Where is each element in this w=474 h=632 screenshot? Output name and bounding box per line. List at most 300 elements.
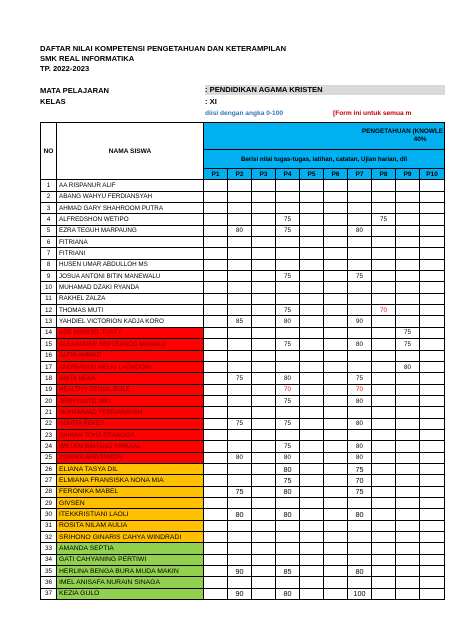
score-cell-p8[interactable] — [372, 316, 396, 327]
score-cell-p9[interactable] — [396, 554, 420, 565]
score-cell-p1[interactable] — [204, 350, 228, 361]
score-cell-p9[interactable] — [396, 316, 420, 327]
score-cell-p1[interactable] — [204, 293, 228, 304]
score-cell-p2[interactable]: 90 — [228, 566, 252, 577]
score-cell-p5[interactable] — [300, 180, 324, 191]
score-cell-p7[interactable] — [348, 497, 372, 508]
score-cell-p4[interactable]: 80 — [276, 373, 300, 384]
score-cell-p6[interactable] — [324, 441, 348, 452]
score-cell-p9[interactable] — [396, 407, 420, 418]
score-cell-p7[interactable] — [348, 214, 372, 225]
score-cell-p4[interactable] — [276, 180, 300, 191]
score-cell-p10[interactable] — [420, 577, 445, 588]
score-cell-p7[interactable] — [348, 361, 372, 372]
score-cell-p6[interactable] — [324, 532, 348, 543]
score-cell-p10[interactable] — [420, 373, 445, 384]
score-cell-p4[interactable] — [276, 429, 300, 440]
score-cell-p4[interactable] — [276, 520, 300, 531]
score-cell-p4[interactable]: 75 — [276, 418, 300, 429]
score-cell-p9[interactable] — [396, 486, 420, 497]
score-cell-p7[interactable] — [348, 180, 372, 191]
score-cell-p10[interactable] — [420, 225, 445, 236]
score-cell-p4[interactable] — [276, 497, 300, 508]
score-cell-p9[interactable] — [396, 248, 420, 259]
score-cell-p5[interactable] — [300, 384, 324, 395]
score-cell-p2[interactable]: 80 — [228, 225, 252, 236]
score-cell-p1[interactable] — [204, 271, 228, 282]
score-cell-p7[interactable] — [348, 532, 372, 543]
score-cell-p7[interactable]: 90 — [348, 316, 372, 327]
score-cell-p2[interactable]: 80 — [228, 509, 252, 520]
score-cell-p4[interactable] — [276, 407, 300, 418]
score-cell-p10[interactable] — [420, 418, 445, 429]
score-cell-p6[interactable] — [324, 577, 348, 588]
score-cell-p5[interactable] — [300, 282, 324, 293]
score-cell-p1[interactable] — [204, 305, 228, 316]
score-cell-p2[interactable] — [228, 520, 252, 531]
score-cell-p5[interactable] — [300, 588, 324, 599]
score-cell-p9[interactable] — [396, 305, 420, 316]
score-cell-p6[interactable] — [324, 191, 348, 202]
score-cell-p6[interactable] — [324, 543, 348, 554]
score-cell-p9[interactable] — [396, 520, 420, 531]
score-cell-p1[interactable] — [204, 339, 228, 350]
score-cell-p1[interactable] — [204, 554, 228, 565]
score-cell-p4[interactable] — [276, 237, 300, 248]
score-cell-p8[interactable]: 70 — [372, 305, 396, 316]
score-cell-p1[interactable] — [204, 520, 228, 531]
score-cell-p6[interactable] — [324, 237, 348, 248]
score-cell-p4[interactable] — [276, 350, 300, 361]
score-cell-p2[interactable]: 90 — [228, 588, 252, 599]
score-cell-p5[interactable] — [300, 316, 324, 327]
score-cell-p8[interactable] — [372, 293, 396, 304]
score-cell-p7[interactable]: 80 — [348, 339, 372, 350]
score-cell-p3[interactable] — [252, 588, 276, 599]
score-cell-p1[interactable] — [204, 384, 228, 395]
score-cell-p5[interactable] — [300, 339, 324, 350]
score-cell-p9[interactable] — [396, 237, 420, 248]
score-cell-p4[interactable] — [276, 554, 300, 565]
score-cell-p3[interactable] — [252, 497, 276, 508]
score-cell-p10[interactable] — [420, 532, 445, 543]
score-cell-p8[interactable] — [372, 350, 396, 361]
score-cell-p7[interactable] — [348, 327, 372, 338]
score-cell-p2[interactable] — [228, 282, 252, 293]
score-cell-p7[interactable] — [348, 282, 372, 293]
score-cell-p6[interactable] — [324, 282, 348, 293]
score-cell-p1[interactable] — [204, 316, 228, 327]
score-cell-p2[interactable]: 75 — [228, 486, 252, 497]
score-cell-p10[interactable] — [420, 566, 445, 577]
score-cell-p4[interactable] — [276, 248, 300, 259]
score-cell-p10[interactable] — [420, 350, 445, 361]
score-cell-p1[interactable] — [204, 532, 228, 543]
score-cell-p3[interactable] — [252, 441, 276, 452]
score-cell-p8[interactable] — [372, 259, 396, 270]
score-cell-p7[interactable]: 75 — [348, 271, 372, 282]
score-cell-p3[interactable] — [252, 520, 276, 531]
score-cell-p1[interactable] — [204, 566, 228, 577]
score-cell-p1[interactable] — [204, 191, 228, 202]
score-cell-p10[interactable] — [420, 497, 445, 508]
score-cell-p6[interactable] — [324, 293, 348, 304]
score-cell-p8[interactable] — [372, 566, 396, 577]
score-cell-p4[interactable]: 70 — [276, 384, 300, 395]
score-cell-p7[interactable]: 80 — [348, 566, 372, 577]
score-cell-p8[interactable] — [372, 395, 396, 406]
score-cell-p3[interactable] — [252, 554, 276, 565]
score-cell-p2[interactable] — [228, 180, 252, 191]
score-cell-p4[interactable]: 80 — [276, 486, 300, 497]
score-cell-p9[interactable] — [396, 452, 420, 463]
score-cell-p5[interactable] — [300, 214, 324, 225]
score-cell-p5[interactable] — [300, 554, 324, 565]
score-cell-p3[interactable] — [252, 395, 276, 406]
score-cell-p6[interactable] — [324, 339, 348, 350]
score-cell-p10[interactable] — [420, 441, 445, 452]
score-cell-p3[interactable] — [252, 486, 276, 497]
score-cell-p4[interactable]: 75 — [276, 475, 300, 486]
score-cell-p1[interactable] — [204, 486, 228, 497]
score-cell-p5[interactable] — [300, 259, 324, 270]
score-cell-p2[interactable] — [228, 214, 252, 225]
score-cell-p8[interactable] — [372, 373, 396, 384]
score-cell-p7[interactable] — [348, 429, 372, 440]
score-cell-p1[interactable] — [204, 418, 228, 429]
score-cell-p1[interactable] — [204, 373, 228, 384]
score-cell-p10[interactable] — [420, 282, 445, 293]
score-cell-p9[interactable]: 75 — [396, 327, 420, 338]
score-cell-p8[interactable] — [372, 532, 396, 543]
score-cell-p5[interactable] — [300, 373, 324, 384]
score-cell-p2[interactable] — [228, 203, 252, 214]
score-cell-p8[interactable] — [372, 543, 396, 554]
score-cell-p3[interactable] — [252, 327, 276, 338]
score-cell-p10[interactable] — [420, 429, 445, 440]
score-cell-p4[interactable]: 80 — [276, 452, 300, 463]
score-cell-p8[interactable] — [372, 441, 396, 452]
score-cell-p5[interactable] — [300, 237, 324, 248]
score-cell-p6[interactable] — [324, 361, 348, 372]
score-cell-p3[interactable] — [252, 566, 276, 577]
score-cell-p6[interactable] — [324, 520, 348, 531]
score-cell-p2[interactable] — [228, 463, 252, 474]
score-cell-p2[interactable] — [228, 429, 252, 440]
score-cell-p1[interactable] — [204, 237, 228, 248]
score-cell-p8[interactable] — [372, 497, 396, 508]
score-cell-p4[interactable]: 75 — [276, 441, 300, 452]
score-cell-p2[interactable] — [228, 384, 252, 395]
score-cell-p9[interactable] — [396, 225, 420, 236]
score-cell-p9[interactable] — [396, 214, 420, 225]
score-cell-p10[interactable] — [420, 463, 445, 474]
score-cell-p9[interactable] — [396, 180, 420, 191]
score-cell-p3[interactable] — [252, 271, 276, 282]
score-cell-p10[interactable] — [420, 452, 445, 463]
score-cell-p9[interactable] — [396, 532, 420, 543]
score-cell-p6[interactable] — [324, 373, 348, 384]
kelas-value[interactable]: : XI — [205, 97, 217, 106]
score-cell-p4[interactable] — [276, 293, 300, 304]
score-cell-p10[interactable] — [420, 316, 445, 327]
score-cell-p9[interactable] — [396, 418, 420, 429]
score-cell-p5[interactable] — [300, 543, 324, 554]
score-cell-p8[interactable] — [372, 577, 396, 588]
score-cell-p9[interactable] — [396, 497, 420, 508]
score-cell-p3[interactable] — [252, 463, 276, 474]
score-cell-p3[interactable] — [252, 237, 276, 248]
score-cell-p1[interactable] — [204, 509, 228, 520]
score-cell-p4[interactable] — [276, 282, 300, 293]
score-cell-p9[interactable] — [396, 543, 420, 554]
score-cell-p10[interactable] — [420, 384, 445, 395]
score-cell-p10[interactable] — [420, 203, 445, 214]
score-cell-p10[interactable] — [420, 486, 445, 497]
score-cell-p1[interactable] — [204, 407, 228, 418]
score-cell-p9[interactable] — [396, 350, 420, 361]
score-cell-p9[interactable] — [396, 395, 420, 406]
score-cell-p10[interactable] — [420, 407, 445, 418]
score-cell-p2[interactable] — [228, 441, 252, 452]
score-cell-p6[interactable] — [324, 225, 348, 236]
score-cell-p10[interactable] — [420, 259, 445, 270]
score-cell-p2[interactable] — [228, 248, 252, 259]
score-cell-p4[interactable] — [276, 191, 300, 202]
score-cell-p7[interactable]: 80 — [348, 395, 372, 406]
score-cell-p4[interactable] — [276, 203, 300, 214]
score-cell-p7[interactable] — [348, 248, 372, 259]
score-cell-p3[interactable] — [252, 361, 276, 372]
score-cell-p2[interactable] — [228, 293, 252, 304]
score-cell-p6[interactable] — [324, 305, 348, 316]
score-cell-p3[interactable] — [252, 316, 276, 327]
score-cell-p2[interactable] — [228, 271, 252, 282]
score-cell-p8[interactable] — [372, 407, 396, 418]
score-cell-p7[interactable]: 70 — [348, 384, 372, 395]
score-cell-p2[interactable] — [228, 554, 252, 565]
score-cell-p6[interactable] — [324, 384, 348, 395]
score-cell-p3[interactable] — [252, 203, 276, 214]
score-cell-p9[interactable] — [396, 282, 420, 293]
score-cell-p4[interactable]: 75 — [276, 271, 300, 282]
score-cell-p5[interactable] — [300, 486, 324, 497]
score-cell-p3[interactable] — [252, 191, 276, 202]
score-cell-p5[interactable] — [300, 191, 324, 202]
score-cell-p10[interactable] — [420, 509, 445, 520]
score-cell-p5[interactable] — [300, 203, 324, 214]
score-cell-p6[interactable] — [324, 259, 348, 270]
score-cell-p7[interactable]: 80 — [348, 452, 372, 463]
score-cell-p5[interactable] — [300, 293, 324, 304]
score-cell-p6[interactable] — [324, 554, 348, 565]
score-cell-p5[interactable] — [300, 532, 324, 543]
score-cell-p2[interactable] — [228, 327, 252, 338]
score-cell-p1[interactable] — [204, 203, 228, 214]
score-cell-p7[interactable] — [348, 577, 372, 588]
score-cell-p2[interactable] — [228, 191, 252, 202]
score-cell-p2[interactable] — [228, 339, 252, 350]
score-cell-p2[interactable] — [228, 532, 252, 543]
score-cell-p3[interactable] — [252, 225, 276, 236]
score-cell-p4[interactable]: 85 — [276, 566, 300, 577]
score-cell-p7[interactable] — [348, 305, 372, 316]
score-cell-p5[interactable] — [300, 509, 324, 520]
score-cell-p8[interactable] — [372, 271, 396, 282]
score-cell-p1[interactable] — [204, 225, 228, 236]
score-cell-p3[interactable] — [252, 339, 276, 350]
score-cell-p4[interactable]: 75 — [276, 305, 300, 316]
score-cell-p7[interactable] — [348, 543, 372, 554]
score-cell-p9[interactable] — [396, 191, 420, 202]
score-cell-p2[interactable]: 75 — [228, 418, 252, 429]
score-cell-p5[interactable] — [300, 566, 324, 577]
score-cell-p3[interactable] — [252, 259, 276, 270]
score-cell-p3[interactable] — [252, 509, 276, 520]
score-cell-p4[interactable] — [276, 327, 300, 338]
score-cell-p6[interactable] — [324, 271, 348, 282]
score-cell-p6[interactable] — [324, 327, 348, 338]
score-cell-p3[interactable] — [252, 373, 276, 384]
score-cell-p8[interactable] — [372, 520, 396, 531]
score-cell-p7[interactable]: 75 — [348, 373, 372, 384]
score-cell-p5[interactable] — [300, 577, 324, 588]
score-cell-p10[interactable] — [420, 395, 445, 406]
score-cell-p6[interactable] — [324, 566, 348, 577]
score-cell-p7[interactable]: 70 — [348, 475, 372, 486]
score-cell-p9[interactable]: 80 — [396, 361, 420, 372]
mapel-value[interactable]: : PENDIDIKAN AGAMA KRISTEN — [205, 85, 445, 95]
score-cell-p3[interactable] — [252, 532, 276, 543]
score-cell-p10[interactable] — [420, 327, 445, 338]
score-cell-p8[interactable] — [372, 554, 396, 565]
score-cell-p3[interactable] — [252, 214, 276, 225]
score-cell-p3[interactable] — [252, 577, 276, 588]
score-cell-p1[interactable] — [204, 588, 228, 599]
score-cell-p2[interactable] — [228, 395, 252, 406]
score-cell-p1[interactable] — [204, 327, 228, 338]
score-cell-p4[interactable]: 80 — [276, 463, 300, 474]
score-cell-p5[interactable] — [300, 463, 324, 474]
score-cell-p4[interactable] — [276, 543, 300, 554]
score-cell-p8[interactable] — [372, 191, 396, 202]
score-cell-p7[interactable] — [348, 554, 372, 565]
score-cell-p5[interactable] — [300, 248, 324, 259]
score-cell-p4[interactable] — [276, 532, 300, 543]
score-cell-p3[interactable] — [252, 293, 276, 304]
score-cell-p6[interactable] — [324, 248, 348, 259]
score-cell-p6[interactable] — [324, 452, 348, 463]
score-cell-p2[interactable] — [228, 577, 252, 588]
score-cell-p5[interactable] — [300, 441, 324, 452]
score-cell-p2[interactable] — [228, 543, 252, 554]
score-cell-p2[interactable]: 85 — [228, 316, 252, 327]
score-cell-p8[interactable] — [372, 180, 396, 191]
score-cell-p6[interactable] — [324, 316, 348, 327]
score-cell-p5[interactable] — [300, 418, 324, 429]
score-cell-p3[interactable] — [252, 429, 276, 440]
score-cell-p7[interactable]: 80 — [348, 441, 372, 452]
score-cell-p3[interactable] — [252, 452, 276, 463]
score-cell-p6[interactable] — [324, 214, 348, 225]
score-cell-p7[interactable]: 75 — [348, 463, 372, 474]
score-cell-p7[interactable] — [348, 293, 372, 304]
score-cell-p10[interactable] — [420, 237, 445, 248]
score-cell-p1[interactable] — [204, 361, 228, 372]
score-cell-p6[interactable] — [324, 350, 348, 361]
score-cell-p3[interactable] — [252, 180, 276, 191]
score-cell-p1[interactable] — [204, 180, 228, 191]
score-cell-p1[interactable] — [204, 475, 228, 486]
score-cell-p10[interactable] — [420, 543, 445, 554]
score-cell-p9[interactable] — [396, 259, 420, 270]
score-cell-p1[interactable] — [204, 577, 228, 588]
score-cell-p4[interactable] — [276, 259, 300, 270]
score-cell-p2[interactable] — [228, 237, 252, 248]
score-cell-p7[interactable]: 80 — [348, 418, 372, 429]
score-cell-p5[interactable] — [300, 361, 324, 372]
score-cell-p9[interactable] — [396, 384, 420, 395]
score-cell-p6[interactable] — [324, 180, 348, 191]
score-cell-p7[interactable]: 80 — [348, 509, 372, 520]
score-cell-p2[interactable]: 75 — [228, 373, 252, 384]
score-cell-p9[interactable]: 75 — [396, 339, 420, 350]
score-cell-p10[interactable] — [420, 554, 445, 565]
score-cell-p6[interactable] — [324, 395, 348, 406]
score-cell-p8[interactable] — [372, 509, 396, 520]
score-cell-p3[interactable] — [252, 407, 276, 418]
score-cell-p6[interactable] — [324, 463, 348, 474]
score-cell-p1[interactable] — [204, 441, 228, 452]
score-cell-p1[interactable] — [204, 543, 228, 554]
score-cell-p6[interactable] — [324, 497, 348, 508]
score-cell-p8[interactable] — [372, 339, 396, 350]
score-cell-p3[interactable] — [252, 384, 276, 395]
score-cell-p9[interactable] — [396, 463, 420, 474]
score-cell-p2[interactable] — [228, 475, 252, 486]
score-cell-p7[interactable] — [348, 350, 372, 361]
score-cell-p2[interactable] — [228, 259, 252, 270]
score-cell-p7[interactable] — [348, 520, 372, 531]
score-cell-p8[interactable] — [372, 452, 396, 463]
score-cell-p8[interactable] — [372, 327, 396, 338]
score-cell-p8[interactable] — [372, 203, 396, 214]
score-cell-p6[interactable] — [324, 429, 348, 440]
score-cell-p5[interactable] — [300, 395, 324, 406]
score-cell-p3[interactable] — [252, 418, 276, 429]
score-cell-p10[interactable] — [420, 180, 445, 191]
score-cell-p2[interactable] — [228, 497, 252, 508]
score-cell-p3[interactable] — [252, 543, 276, 554]
score-cell-p9[interactable] — [396, 577, 420, 588]
score-cell-p4[interactable]: 80 — [276, 316, 300, 327]
score-cell-p3[interactable] — [252, 475, 276, 486]
score-cell-p10[interactable] — [420, 271, 445, 282]
score-cell-p8[interactable] — [372, 361, 396, 372]
score-cell-p3[interactable] — [252, 282, 276, 293]
score-cell-p8[interactable] — [372, 475, 396, 486]
score-cell-p4[interactable] — [276, 361, 300, 372]
score-cell-p5[interactable] — [300, 520, 324, 531]
score-cell-p9[interactable] — [396, 271, 420, 282]
score-cell-p8[interactable] — [372, 486, 396, 497]
score-cell-p8[interactable] — [372, 282, 396, 293]
score-cell-p7[interactable]: 75 — [348, 486, 372, 497]
score-cell-p2[interactable] — [228, 407, 252, 418]
score-cell-p5[interactable] — [300, 271, 324, 282]
score-cell-p9[interactable] — [396, 373, 420, 384]
score-cell-p5[interactable] — [300, 305, 324, 316]
